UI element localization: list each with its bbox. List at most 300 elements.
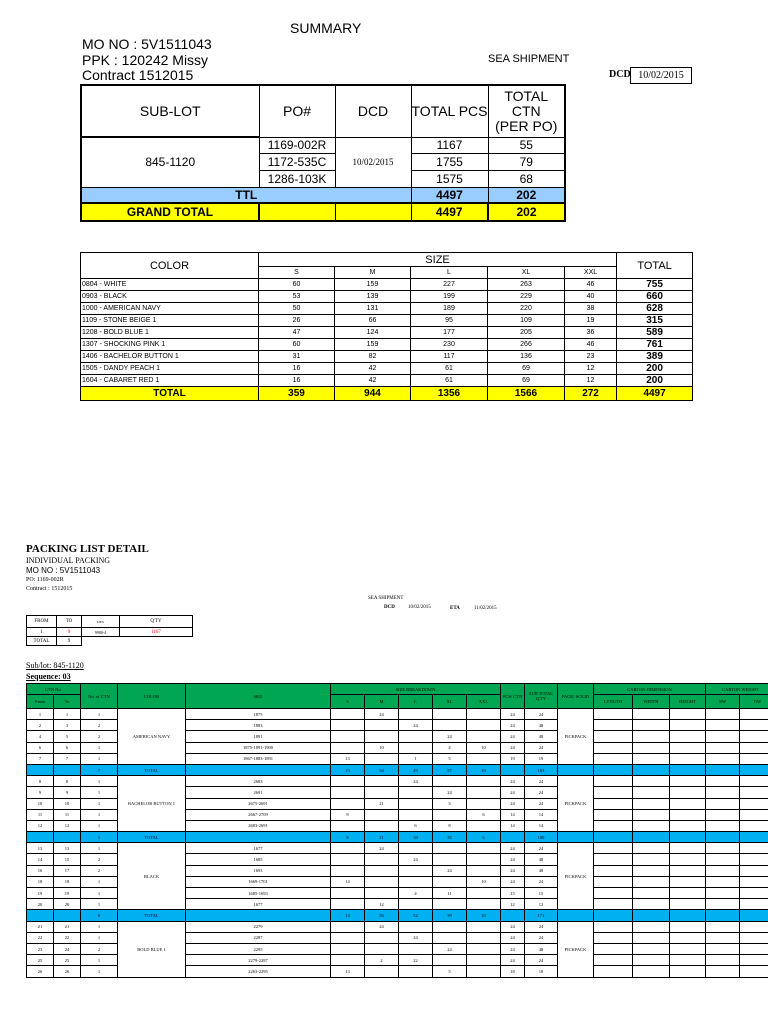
empty-cell: [54, 764, 81, 775]
empty-cell: [740, 820, 768, 831]
ctn-to: 18: [54, 876, 81, 887]
empty-cell: [594, 820, 633, 831]
size-qty: 14: [331, 876, 365, 887]
empty-cell: [670, 865, 706, 876]
pcs-per-ctn: 24: [501, 943, 525, 954]
size-qty: 38: [565, 303, 617, 315]
empty-cell: [740, 910, 768, 921]
size-qty: [399, 921, 433, 932]
empty-cell: [633, 955, 670, 966]
total-size-qty: 13: [331, 764, 365, 775]
h-no-ctn: No. of CTN: [81, 684, 118, 709]
sku: 1693: [186, 865, 331, 876]
size-qty: 53: [259, 291, 335, 303]
sku: 1891: [186, 731, 331, 742]
ctn-to: 20: [54, 899, 81, 910]
group-color: BACHELOR BUTTON 1: [118, 776, 186, 832]
h-size-l: L: [399, 695, 433, 709]
ctn-count: 1: [81, 798, 118, 809]
size-qty: 24: [399, 776, 433, 787]
size-qty: 136: [488, 351, 565, 363]
packing-mo: MO NO : 5V1511043: [26, 566, 101, 575]
ctn-from: 11: [27, 809, 54, 820]
grand-total-label: GRAND TOTAL: [81, 203, 259, 221]
ctn-count: 2: [81, 731, 118, 742]
packing-dcd: 10/02/2015: [408, 605, 431, 610]
empty-cell: [706, 764, 740, 775]
contract: Contract 1512015: [82, 67, 194, 83]
size-qty: 220: [488, 303, 565, 315]
pcs-per-ctn: 14: [501, 809, 525, 820]
total-ctn: 7: [81, 764, 118, 775]
total-label: TOTAL: [118, 764, 186, 775]
pcs-cell: 1575: [411, 170, 488, 187]
empty-cell: [186, 910, 331, 921]
total-size-qty: 10: [467, 764, 501, 775]
empty-cell: [706, 876, 740, 887]
carton-row: [27, 921, 768, 932]
size-qty: [467, 943, 501, 954]
size-qty: 12: [365, 899, 399, 910]
header-total-ctn: [488, 85, 565, 137]
h-carton-dim: CARTON DIMENSION: [594, 684, 706, 695]
pcs-per-ctn: 24: [501, 709, 525, 720]
total-grand: 4497: [617, 387, 693, 401]
empty-cell: [633, 932, 670, 943]
ppk: PPK : 120242 Missy: [82, 52, 209, 68]
empty-cell: [633, 854, 670, 865]
sku: 1867-1883-1891: [186, 753, 331, 764]
size-qty: [433, 809, 467, 820]
group-color: BOLD BLUE 1: [118, 921, 186, 977]
empty-cell: [186, 832, 331, 843]
size-qty: [365, 876, 399, 887]
size-qty: [365, 966, 399, 977]
size-qty: 159: [335, 279, 411, 291]
sub-total: 24: [525, 921, 558, 932]
empty-cell: [706, 731, 740, 742]
pcs-per-ctn: 24: [501, 921, 525, 932]
size-qty: 205: [488, 327, 565, 339]
h-size-s: S: [331, 695, 365, 709]
empty-cell: [594, 709, 633, 720]
size-qty: 139: [335, 291, 411, 303]
size-qty: 16: [259, 375, 335, 387]
empty-cell: [670, 899, 706, 910]
sku: 1685-1693: [186, 888, 331, 899]
sku: 2287: [186, 932, 331, 943]
ctn-to: 15: [54, 854, 81, 865]
ctn-count: 1: [81, 888, 118, 899]
empty-cell: [27, 910, 54, 921]
h-width: WIDTH: [633, 695, 670, 709]
size-qty: [433, 899, 467, 910]
ft-from-val: 1: [27, 628, 57, 637]
ft-total-label: TOTAL: [27, 637, 57, 646]
size-qty: [467, 854, 501, 865]
size-qty: [467, 843, 501, 854]
sku: 2263-2295: [186, 966, 331, 977]
pcs-per-ctn: 24: [501, 876, 525, 887]
ctn-to: 24: [54, 943, 81, 954]
row-total: 755: [617, 279, 693, 291]
empty-cell: [740, 787, 768, 798]
empty-cell: [670, 966, 706, 977]
ctn-count: 1: [81, 820, 118, 831]
color-row: [81, 303, 693, 315]
h-carton-weight: CARTON WEIGHT: [706, 684, 768, 695]
empty-cell: [633, 809, 670, 820]
total-size-qty: 21: [365, 832, 399, 843]
sku: 1677: [186, 843, 331, 854]
size-qty: [399, 966, 433, 977]
color-name: 1307 - SHOCKING PINK 1: [81, 339, 259, 351]
ctn-from: 4: [27, 731, 54, 742]
size-qty: [433, 955, 467, 966]
size-qty: [365, 753, 399, 764]
empty-cell: [594, 910, 633, 921]
size-qty: 24: [365, 709, 399, 720]
size-qty: [331, 742, 365, 753]
size-l: L: [411, 267, 488, 279]
size-qty: [365, 776, 399, 787]
size-qty: [467, 966, 501, 977]
pcs-per-ctn: 24: [501, 731, 525, 742]
size-qty: [433, 720, 467, 731]
grand-total-ctn: 202: [488, 203, 565, 221]
sub-total: 24: [525, 787, 558, 798]
sub-total: 24: [525, 955, 558, 966]
pcs-per-ctn: 24: [501, 854, 525, 865]
size-qty: [399, 709, 433, 720]
sub-total: 15: [525, 888, 558, 899]
size-qty: [331, 787, 365, 798]
sublot-cell: 845-1120: [81, 137, 259, 187]
size-qty: 47: [259, 327, 335, 339]
size-qty: 60: [259, 339, 335, 351]
empty-cell: [558, 764, 594, 775]
size-qty: 12: [565, 375, 617, 387]
empty-cell: [633, 921, 670, 932]
ttl-ctn: 202: [488, 187, 565, 203]
pcs-cell: 1167: [411, 137, 488, 153]
empty-cell: [706, 742, 740, 753]
ctn-from: 22: [27, 932, 54, 943]
sub-total: 18: [525, 966, 558, 977]
header-total: TOTAL: [617, 253, 693, 279]
size-qty: [467, 932, 501, 943]
size-qty: [467, 776, 501, 787]
sub-total: 24: [525, 798, 558, 809]
size-qty: [399, 876, 433, 887]
ctn-to: 7: [54, 753, 81, 764]
total-label: TOTAL: [81, 387, 259, 401]
sub-total: 24: [525, 876, 558, 887]
header-total-ctn-text: TOTAL CTN (PER PO): [495, 87, 558, 134]
size-qty: [399, 843, 433, 854]
size-qty: 31: [259, 351, 335, 363]
size-qty: 23: [565, 351, 617, 363]
size-s: S: [259, 267, 335, 279]
ctn-cell: 68: [488, 170, 565, 187]
ctn-from: 13: [27, 843, 54, 854]
empty-cell: [594, 742, 633, 753]
empty-cell: [27, 832, 54, 843]
empty-cell: [706, 966, 740, 977]
size-qty: 199: [411, 291, 488, 303]
ft-to-val: 9: [57, 628, 82, 637]
size-qty: 24: [399, 720, 433, 731]
empty-cell: [706, 787, 740, 798]
size-qty: 229: [488, 291, 565, 303]
size-qty: 117: [411, 351, 488, 363]
empty-cell: [594, 809, 633, 820]
empty-cell: [706, 921, 740, 932]
color-name: 1208 - BOLD BLUE 1: [81, 327, 259, 339]
color-row: [81, 327, 693, 339]
ctn-to: 12: [54, 820, 81, 831]
ctn-count: 1: [81, 709, 118, 720]
size-qty: [331, 888, 365, 899]
empty-cell: [633, 776, 670, 787]
empty-cell: [740, 843, 768, 854]
size-qty: [433, 843, 467, 854]
empty-cell: [633, 943, 670, 954]
empty-cell: [706, 720, 740, 731]
h-pack: PACK/ SOLID: [558, 684, 594, 709]
empty-cell: [670, 709, 706, 720]
size-qty: [433, 921, 467, 932]
dcd-label: DCD: [609, 69, 631, 80]
size-qty: 61: [411, 375, 488, 387]
ctn-count: 1: [81, 955, 118, 966]
ft-qty-val: 1167: [120, 628, 193, 637]
h-size-breakdown: SIZE BREAKDOWN: [331, 684, 501, 695]
empty-cell: [594, 787, 633, 798]
empty-cell: [706, 776, 740, 787]
empty-cell: [594, 753, 633, 764]
color-row: [81, 375, 693, 387]
size-qty: [331, 709, 365, 720]
size-qty: [331, 932, 365, 943]
empty-cell: [740, 731, 768, 742]
ctn-to: 13: [54, 843, 81, 854]
empty-cell: [740, 764, 768, 775]
empty-cell: [633, 966, 670, 977]
pack-type: PICKPACK: [558, 843, 594, 910]
size-qty: [331, 943, 365, 954]
size-qty: 5: [433, 753, 467, 764]
packing-sea: SEA SHIPMENT: [368, 596, 404, 601]
ft-total-val: 9: [57, 637, 82, 646]
empty-cell: [706, 888, 740, 899]
empty-cell: [740, 776, 768, 787]
ctn-cell: 79: [488, 153, 565, 170]
dcd-cell: 10/02/2015: [335, 137, 411, 187]
h-size-m: M: [365, 695, 399, 709]
empty-cell: [706, 820, 740, 831]
empty-cell: [594, 854, 633, 865]
empty-cell: [670, 910, 706, 921]
size-qty: 40: [565, 291, 617, 303]
empty-cell: [706, 832, 740, 843]
empty-cell: [670, 943, 706, 954]
row-total: 200: [617, 363, 693, 375]
size-qty: [467, 798, 501, 809]
size-qty: 266: [488, 339, 565, 351]
packing-eta: 11/02/2015: [474, 606, 497, 611]
sequence-label: Sequence: 03: [26, 672, 71, 681]
size-qty: 263: [488, 279, 565, 291]
empty-cell: [558, 910, 594, 921]
size-qty: 46: [565, 339, 617, 351]
carton-row: [27, 709, 768, 720]
size-qty: 24: [399, 854, 433, 865]
empty-cell: [706, 943, 740, 954]
size-qty: [433, 709, 467, 720]
sku: 2683-2691: [186, 820, 331, 831]
size-m: M: [335, 267, 411, 279]
empty-cell: [740, 966, 768, 977]
ctn-to: 3: [54, 720, 81, 731]
size-qty: [467, 955, 501, 966]
h-size-xxl: XXL: [467, 695, 501, 709]
ctn-count: 1: [81, 876, 118, 887]
empty-cell: [670, 776, 706, 787]
ctn-to: 22: [54, 932, 81, 943]
ctn-from: 7: [27, 753, 54, 764]
ft-from: FROM: [27, 616, 57, 628]
size-qty: 13: [331, 966, 365, 977]
sub-total: 24: [525, 742, 558, 753]
ctn-count: 2: [81, 720, 118, 731]
empty-cell: [670, 798, 706, 809]
pcs-per-ctn: 18: [501, 966, 525, 977]
size-qty: [331, 820, 365, 831]
empty-cell: [670, 876, 706, 887]
size-qty: [399, 865, 433, 876]
empty-cell: [633, 742, 670, 753]
ft-des-val: 9980-4: [82, 628, 120, 637]
h-pcs-ctn: PCS/ CTN: [501, 684, 525, 709]
empty-cell: [633, 709, 670, 720]
size-qty: [467, 731, 501, 742]
ctn-from: 9: [27, 787, 54, 798]
pcs-per-ctn: 24: [501, 843, 525, 854]
ttl-pcs: 4497: [411, 187, 488, 203]
ctn-from: 20: [27, 899, 54, 910]
empty-cell: [594, 921, 633, 932]
size-qty: 69: [488, 363, 565, 375]
h-length: LENGTH: [594, 695, 633, 709]
size-qty: [467, 787, 501, 798]
empty-cell: [706, 955, 740, 966]
size-qty: 131: [335, 303, 411, 315]
empty-cell: [633, 798, 670, 809]
empty-cell: [501, 832, 525, 843]
ft-to: TO: [57, 616, 82, 628]
size-qty: 10: [467, 742, 501, 753]
ctn-to: 25: [54, 955, 81, 966]
size-qty: 8: [331, 809, 365, 820]
grand-total-empty: [335, 203, 411, 221]
empty-cell: [740, 955, 768, 966]
empty-cell: [633, 865, 670, 876]
h-gw: GW: [740, 695, 768, 709]
size-qty: [331, 843, 365, 854]
ctn-from: 1: [27, 709, 54, 720]
h-sku: SKU: [186, 684, 331, 709]
color-name: 1604 - CABARET RED 1: [81, 375, 259, 387]
size-qty: 24: [365, 921, 399, 932]
sublot-label: Sub/lot: 845-1120: [26, 661, 84, 670]
empty-cell: [594, 832, 633, 843]
size-qty: 227: [411, 279, 488, 291]
size-qty: 5: [433, 966, 467, 977]
sub-total: 14: [525, 809, 558, 820]
header-total-pcs: TOTAL PCS: [411, 85, 488, 137]
total-label: TOTAL: [118, 832, 186, 843]
empty-cell: [740, 865, 768, 876]
sea-shipment-label: SEA SHIPMENT: [488, 53, 570, 65]
empty-cell: [706, 809, 740, 820]
pack-type: PICKPACK: [558, 921, 594, 977]
ctn-from: 19: [27, 888, 54, 899]
empty-cell: [670, 753, 706, 764]
empty-cell: [706, 865, 740, 876]
size-qty: [433, 876, 467, 887]
size-qty: 24: [433, 731, 467, 742]
size-qty: 24: [399, 932, 433, 943]
size-qty: [331, 921, 365, 932]
empty-cell: [740, 876, 768, 887]
empty-cell: [670, 832, 706, 843]
total-l: 1356: [411, 387, 488, 401]
empty-cell: [633, 843, 670, 854]
total-m: 944: [335, 387, 411, 401]
packing-title: PACKING LIST DETAIL: [26, 543, 149, 555]
empty-cell: [558, 832, 594, 843]
empty-cell: [670, 720, 706, 731]
color-row: [81, 351, 693, 363]
size-qty: 46: [565, 279, 617, 291]
ctn-from: 6: [27, 742, 54, 753]
packing-sub: INDIVIDUAL PACKING: [26, 556, 111, 565]
size-qty: 16: [259, 363, 335, 375]
pcs-per-ctn: 24: [501, 742, 525, 753]
empty-cell: [670, 932, 706, 943]
size-qty: 24: [433, 943, 467, 954]
empty-cell: [633, 832, 670, 843]
total-size-qty: 59: [433, 910, 467, 921]
size-qty: 230: [411, 339, 488, 351]
size-qty: [365, 932, 399, 943]
pack-type: PICKPACK: [558, 709, 594, 765]
size-qty: 109: [488, 315, 565, 327]
size-qty: 10: [365, 742, 399, 753]
size-qty: 19: [565, 315, 617, 327]
empty-cell: [740, 899, 768, 910]
sku: 1883: [186, 720, 331, 731]
empty-cell: [706, 899, 740, 910]
size-qty: 21: [365, 798, 399, 809]
total-size-qty: 30: [399, 832, 433, 843]
packing-po: PO: 1169-002R: [26, 577, 64, 583]
size-qty: [467, 865, 501, 876]
empty-cell: [633, 876, 670, 887]
size-qty: 4: [433, 742, 467, 753]
grand-total-pcs: 4497: [411, 203, 488, 221]
